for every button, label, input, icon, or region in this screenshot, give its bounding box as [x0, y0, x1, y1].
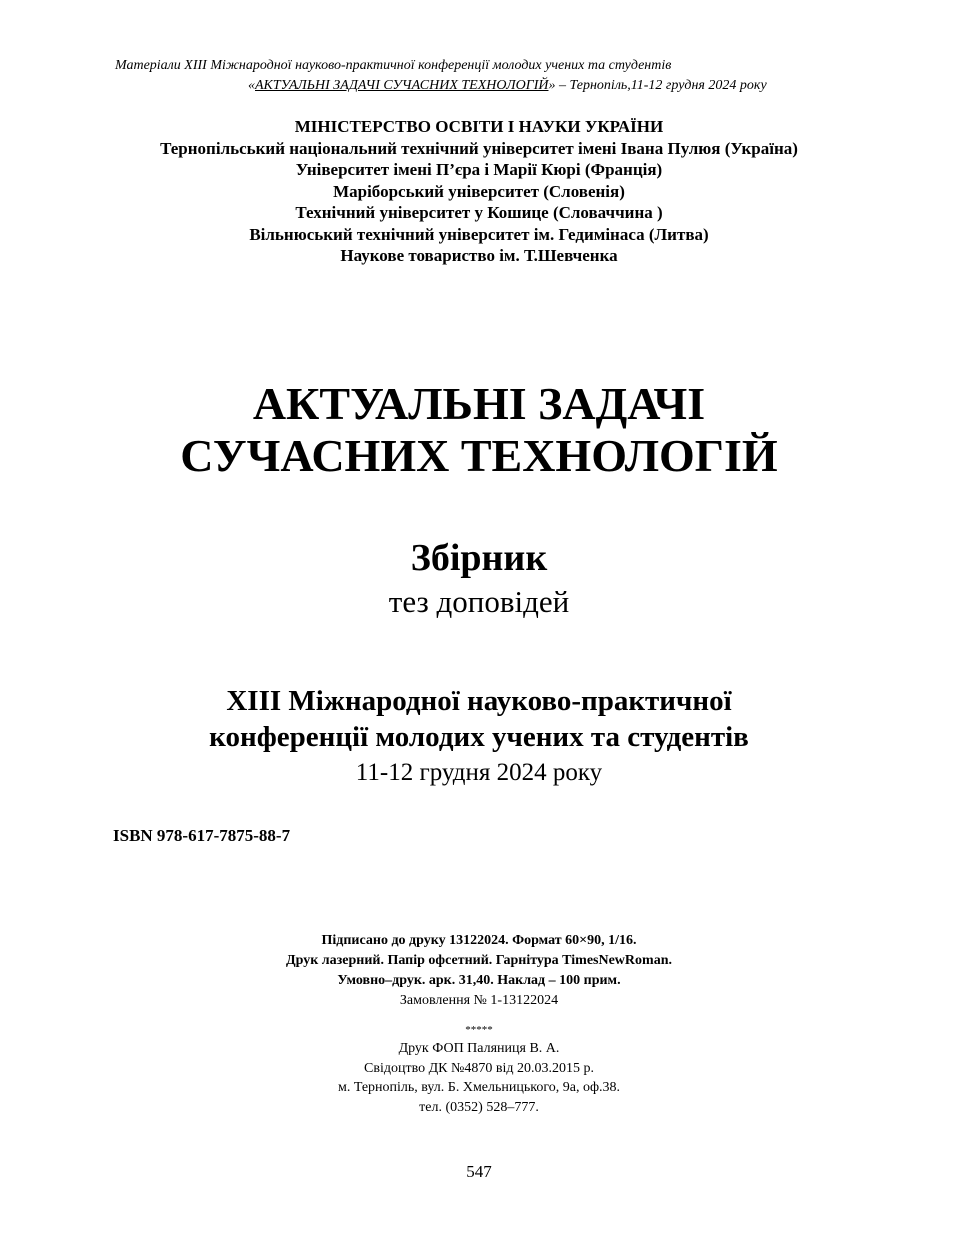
title-line2: СУЧАСНИХ ТЕХНОЛОГІЙ [180, 430, 778, 481]
document-title [0, 378, 958, 482]
print-signed-line: Підписано до друку 13122024. Формат 60×90, 1/16. [321, 933, 637, 948]
collection-subheading: тез доповідей [388, 584, 570, 619]
conference-name [0, 683, 958, 755]
org-ministry: МІНІСТЕРСТВО ОСВІТИ І НАУКИ УКРАЇНИ [294, 117, 664, 136]
org-sorbonne: Університет імені П’єра і Марії Кюрі (Франція) [295, 160, 663, 179]
org-vilnius: Вільнюський технічний університет ім. Гедимінаса (Литва) [249, 224, 709, 244]
header-quote-open: « [248, 78, 255, 93]
running-header-line2 [248, 78, 767, 94]
isbn: ISBN 978-617-7875-88-7 [113, 826, 291, 845]
printer-certificate: Свідоцтво ДК №4870 від 20.03.2015 р. [364, 1060, 594, 1076]
org-maribor: Маріборський університет (Словенія) [333, 181, 625, 201]
page-number: 547 [466, 1162, 492, 1181]
printer-details [0, 1021, 958, 1117]
conference-line1: XIII Міжнародної науково-практичної [226, 685, 732, 717]
org-shevchenko-society: Наукове товариство ім. Т.Шевченка [340, 246, 618, 265]
print-order-line: Замовлення № 1-13122024 [399, 993, 559, 1008]
title-line1: АКТУАЛЬНІ ЗАДАЧІ [252, 378, 706, 429]
org-tntu: Тернопільський національний технічний університет імені Івана Пулюя (Україна) [160, 138, 798, 158]
separator-stars: ***** [465, 1024, 493, 1036]
printer-name: Друк ФОП Паляниця В. А. [398, 1041, 560, 1056]
running-header-line1: Матеріали XIII Міжнародної науково-практичної конференції молодих учених та студентів [115, 58, 672, 73]
printer-phone: тел. (0352) 528–777. [419, 1099, 539, 1115]
conference-date: 11-12 грудня 2024 року [355, 759, 603, 786]
print-volume-line: Умовно–друк. арк. 31,40. Наклад – 100 прим. [337, 973, 621, 988]
organizations-block [0, 116, 958, 267]
conference-line2: конференції молодих учених та студентів [209, 721, 749, 753]
header-conference-title: АКТУАЛЬНІ ЗАДАЧІ СУЧАСНИХ ТЕХНОЛОГІЙ [255, 78, 549, 93]
org-kosice: Технічний університет у Кошице (Словаччина ) [295, 203, 663, 222]
collection-heading: Збірник [410, 537, 548, 579]
header-location-date: » – Тернопіль,11-12 грудня 2024 року [548, 78, 767, 93]
printer-address: м. Тернопіль, вул. Б. Хмельницького, 9а, оф.38. [337, 1080, 621, 1095]
print-details [0, 931, 958, 1011]
print-method-line: Друк лазерний. Папір офсетний. Гарнітура TimesNewRoman. [286, 953, 672, 968]
